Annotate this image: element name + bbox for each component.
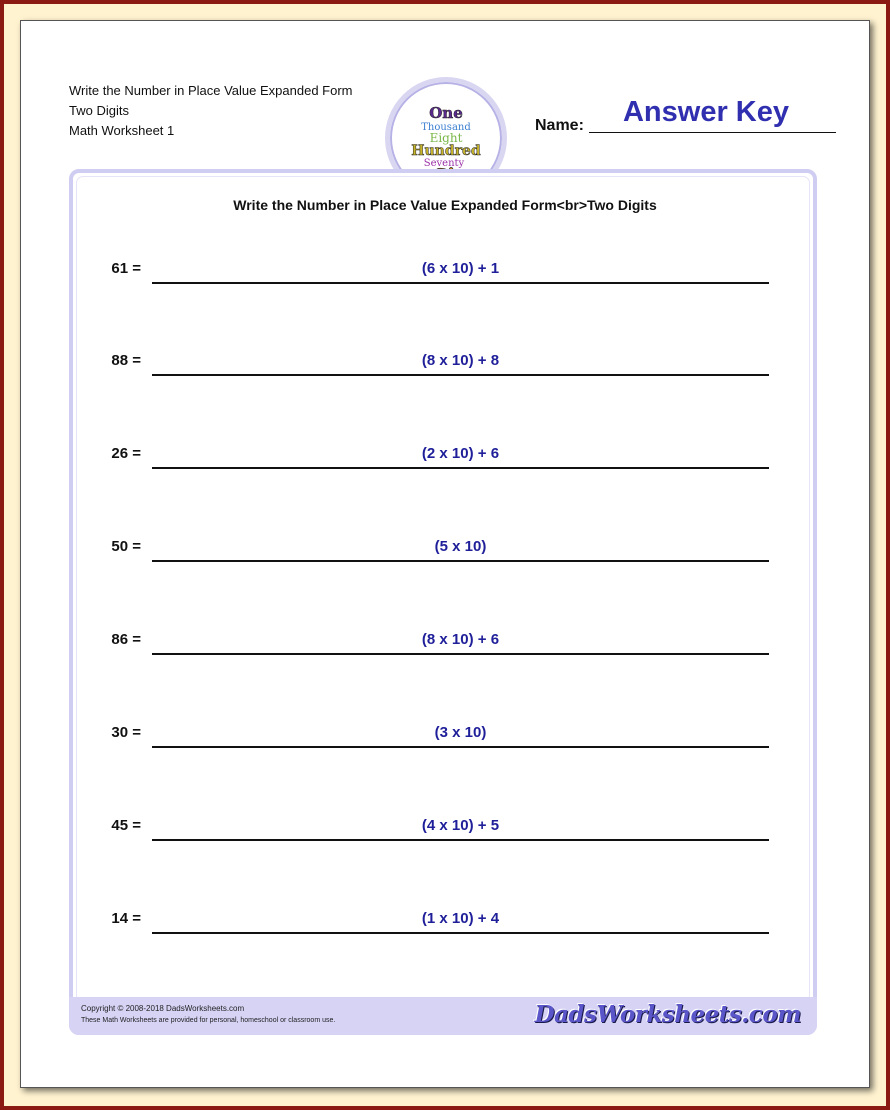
problem-row — [21, 352, 869, 392]
answer-line — [152, 932, 769, 934]
problem-answer: (2 x 10) + 6 — [421, 445, 500, 462]
problem-answer: (8 x 10) + 8 — [421, 352, 500, 369]
problem-number: 30 = — [111, 724, 141, 741]
header-worksheet-number: Math Worksheet 1 — [69, 123, 175, 138]
logo-word: Hundred — [411, 143, 481, 159]
problem-number: 45 = — [111, 817, 141, 834]
problem-row — [21, 724, 869, 764]
logo-word: Seventy — [423, 158, 465, 169]
answer-key-text: Answer Key — [622, 96, 789, 128]
problem-number: 86 = — [111, 631, 141, 648]
answer-line — [152, 282, 769, 284]
problem-row — [21, 445, 869, 485]
answer-line — [152, 746, 769, 748]
problem-row — [21, 910, 869, 950]
problem-row — [21, 538, 869, 578]
name-line — [589, 132, 836, 133]
problem-answer: (3 x 10) — [434, 724, 487, 741]
dadsworksheets-logo: DadsWorksheets.com — [534, 1001, 801, 1028]
problem-answer: (4 x 10) + 5 — [421, 817, 500, 834]
answer-line — [152, 839, 769, 841]
copyright-text: Copyright © 2008-2018 DadsWorksheets.com — [81, 1004, 245, 1013]
problem-row — [21, 631, 869, 671]
worksheet-title: Write the Number in Place Value Expanded Form<br>Two Digits — [233, 197, 657, 213]
problem-number: 50 = — [111, 538, 141, 555]
problem-row — [21, 260, 869, 300]
logo-word: Eight — [429, 131, 463, 145]
problem-number: 88 = — [111, 352, 141, 369]
problem-row — [21, 817, 869, 857]
problem-answer: (8 x 10) + 6 — [421, 631, 500, 648]
worksheet-footer — [69, 997, 817, 1035]
problem-answer: (1 x 10) + 4 — [421, 910, 500, 927]
logo-word: Thousand — [421, 122, 471, 133]
problem-number: 26 = — [111, 445, 141, 462]
usage-notice: These Math Worksheets are provided for personal, homeschool or classroom use. — [81, 1017, 336, 1024]
header-subtitle: Two Digits — [69, 103, 129, 118]
worksheet-page — [20, 20, 870, 1088]
problem-number: 14 = — [111, 910, 141, 927]
problem-number: 61 = — [111, 260, 141, 277]
answer-line — [152, 560, 769, 562]
box-inner-border — [76, 176, 810, 1028]
answer-line — [152, 467, 769, 469]
answer-line — [152, 374, 769, 376]
answer-line — [152, 653, 769, 655]
problem-answer: (6 x 10) + 1 — [421, 260, 500, 277]
name-label: Name: — [535, 117, 584, 134]
header-title: Write the Number in Place Value Expanded Form — [69, 83, 353, 98]
logo-word: One — [429, 104, 463, 122]
problem-answer: (5 x 10) — [434, 538, 487, 555]
